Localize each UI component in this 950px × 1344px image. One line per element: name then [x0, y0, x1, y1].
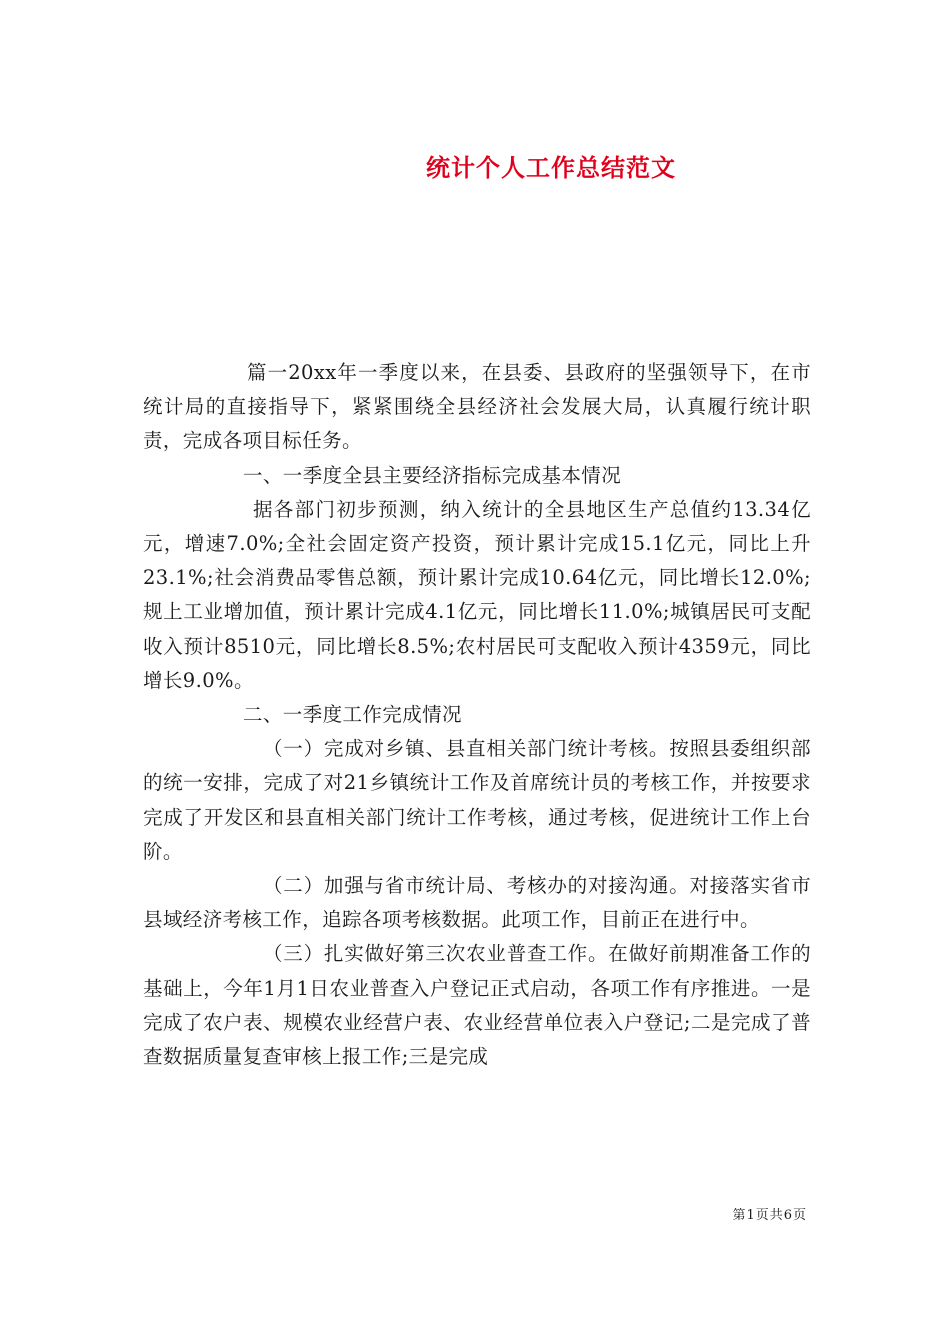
paragraph-intro: 篇一20xx年一季度以来，在县委、县政府的坚强领导下，在市统计局的直接指导下，紧紧围绕全县经济社会发展大局，认真履行统计职责，完成各项目标任务。	[143, 361, 811, 453]
section-heading-1: 一、一季度全县主要经济指标完成基本情况	[243, 463, 622, 487]
paragraph-item-3: （三）扎实做好第三次农业普查工作。在做好前期准备工作的基础上，今年1月1日农业普查入户登记正式启动，各项工作有序推进。一是完成了农户表、规模农业经营户表、农业经营单位表入户登记;二是完成了普查数据质量复查审核上报工作;三是完成	[143, 942, 811, 1069]
document-body	[143, 356, 811, 1074]
section-heading-2: 二、一季度工作完成情况	[243, 703, 462, 727]
paragraph-item-2: （二）加强与省市统计局、考核办的对接沟通。对接落实省市县域经济考核工作，追踪各项考核数据。此项工作，目前正在进行中。	[143, 874, 811, 932]
paragraph-indicators: 据各部门初步预测，纳入统计的全县地区生产总值约13.34亿元，增速7.0%;全社会固定资产投资，预计累计完成15.1亿元，同比上升23.1%;社会消费品零售总额，预计累计完成10.64亿元，同比增长12.0%;规上工业增加值，预计累计完成4.1亿元，同比增长11.0%;城镇居民可支配收入预计8510元，同比增长8.5%;农村居民可支配收入预计4359元，同比增长9.0%。	[143, 497, 811, 692]
paragraph-item-1: （一）完成对乡镇、县直相关部门统计考核。按照县委组织部的统一安排，完成了对21乡镇统计工作及首席统计员的考核工作，并按要求完成了开发区和县直相关部门统计工作考核，通过考核，促进统计工作上台阶。	[143, 737, 811, 863]
page-number: 第1页共6页	[732, 1208, 807, 1223]
page-title: 统计个人工作总结范文	[426, 154, 676, 183]
